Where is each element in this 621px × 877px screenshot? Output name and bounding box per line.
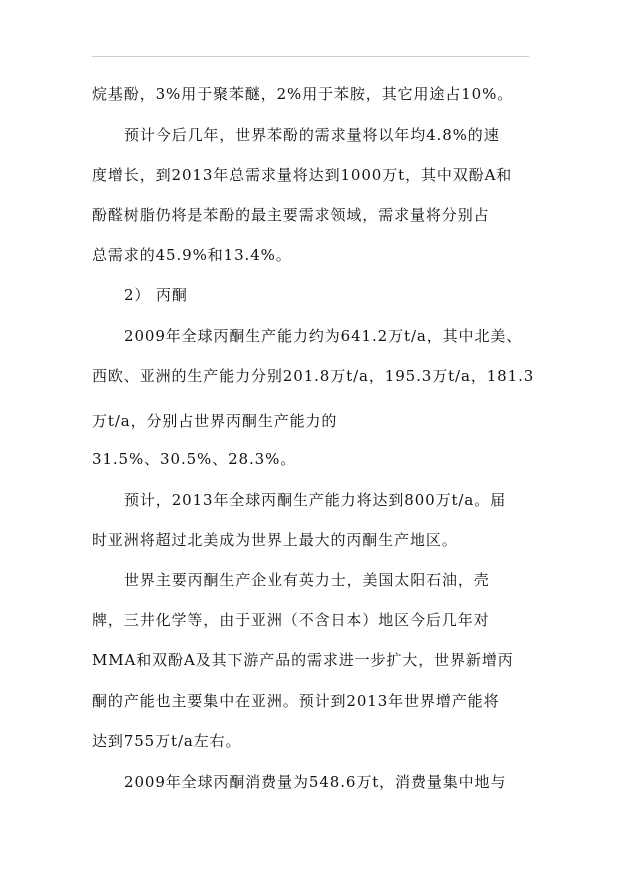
text-line: 2009年全球丙酮消费量为548.6万t，消费量集中地与 — [124, 773, 507, 791]
text-line: 达到755万t/a左右。 — [92, 732, 242, 750]
text-line: 万t/a，分别占世界丙酮生产能力的 — [92, 412, 338, 430]
text-line: 西欧、亚洲的生产能力分别201.8万t/a，195.3万t/a，181.3 — [92, 367, 535, 385]
text-line: 2009年全球丙酮生产能力约为641.2万t/a，其中北美、 — [124, 327, 523, 345]
text-line: 牌，三井化学等，由于亚洲（不含日本）地区今后几年对 — [92, 611, 490, 629]
text-line: 时亚洲将超过北美成为世界上最大的丙酮生产地区。 — [92, 531, 458, 549]
text-line: 世界主要丙酮生产企业有英力士，美国太阳石油，壳 — [124, 571, 490, 589]
text-line: 酮的产能也主要集中在亚洲。预计到2013年世界增产能将 — [92, 692, 500, 710]
text-line: 酚醛树脂仍将是苯酚的最主要需求领域，需求量将分别占 — [92, 206, 490, 224]
text-line: 预计，2013年全球丙酮生产能力将达到800万t/a。届 — [124, 491, 507, 509]
text-line: 度增长，到2013年总需求量将达到1000万t，其中双酚A和 — [92, 166, 513, 184]
text-line: 预计今后几年，世界苯酚的需求量将以年均4.8%的速 — [124, 126, 500, 144]
text-line: MMA和双酚A及其下游产品的需求进一步扩大，世界新增丙 — [92, 651, 514, 669]
text-line: 31.5%、30.5%、28.3%。 — [92, 450, 297, 468]
section-heading: 2） 丙酮 — [124, 286, 188, 304]
text-line: 总需求的45.9%和13.4%。 — [92, 246, 292, 264]
text-line: 烷基酚，3%用于聚苯醚，2%用于苯胺，其它用途占10%。 — [92, 85, 514, 103]
